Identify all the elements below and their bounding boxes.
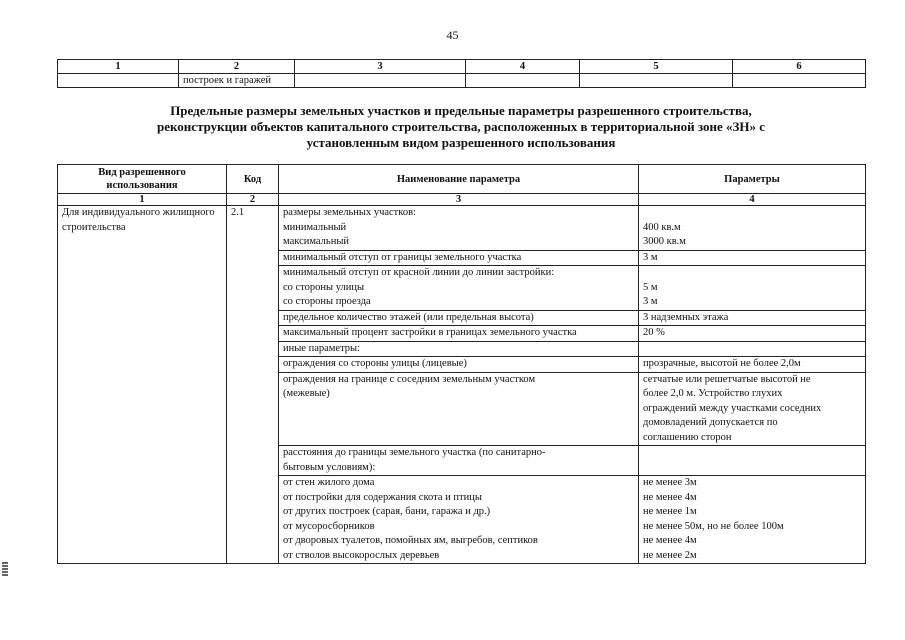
value-line: 3 м bbox=[643, 296, 658, 307]
page-number: 45 bbox=[446, 28, 459, 42]
value-line: не менее 1м bbox=[643, 506, 697, 517]
parameter-line: от мусоросборников bbox=[283, 520, 375, 532]
value-line bbox=[643, 206, 861, 221]
parameter-line: от стволов высокорослых деревьев bbox=[283, 549, 440, 561]
header-code: Код bbox=[227, 165, 279, 194]
parameter-line: ограждения на границе с соседним земельным участком bbox=[283, 373, 536, 385]
parameter-line: со стороны улицы bbox=[283, 281, 365, 293]
value-line: не менее 4м bbox=[643, 535, 697, 546]
parameter-line: иные параметры: bbox=[283, 342, 361, 354]
section-title bbox=[57, 103, 865, 151]
value-line: 3 м bbox=[643, 251, 658, 263]
parameter-value-cell bbox=[639, 206, 866, 251]
column-number: 2 bbox=[227, 194, 279, 206]
parameter-line: бытовым условиям): bbox=[283, 461, 376, 473]
column-number-row bbox=[58, 194, 866, 206]
code-cell: 2.1 bbox=[227, 206, 279, 564]
table-cell bbox=[580, 74, 733, 88]
parameter-value-cell bbox=[639, 372, 866, 446]
value-line: не менее 2м bbox=[643, 549, 697, 561]
parameter-name-cell bbox=[279, 250, 639, 266]
table-cell: построек и гаражей bbox=[179, 74, 295, 88]
table-row bbox=[58, 206, 866, 251]
parameters-table bbox=[57, 164, 866, 564]
parameter-line: минимальный отступ от красной линии до линии застройки: bbox=[283, 267, 555, 278]
title-line: Предельные размеры земельных участков и предельные параметры разрешенного строительства, bbox=[170, 103, 752, 118]
column-number: 4 bbox=[639, 194, 866, 206]
parameter-line: со стороны проезда bbox=[283, 296, 371, 307]
parameter-value-cell bbox=[639, 446, 866, 476]
parameter-line: минимальный отступ от границы земельного участка bbox=[283, 251, 522, 263]
parameter-name-cell bbox=[279, 266, 639, 311]
header-use-type: Вид разрешенного использования bbox=[58, 165, 227, 194]
column-number: 6 bbox=[733, 60, 866, 74]
value-line: 400 кв.м bbox=[643, 221, 681, 233]
value-line bbox=[643, 342, 861, 357]
value-line: прозрачные, высотой не более 2,0м bbox=[643, 358, 801, 369]
use-type-cell: Для индивидуального жилищного строительства bbox=[58, 206, 227, 564]
parameter-value-cell bbox=[639, 341, 866, 357]
parameter-name-cell bbox=[279, 206, 639, 251]
parameter-value-cell bbox=[639, 266, 866, 311]
parameter-line: размеры земельных участков: bbox=[283, 207, 416, 218]
title-line: установленным видом разрешенного использования bbox=[306, 135, 616, 150]
parameter-line: предельное количество этажей (или предельная высота) bbox=[283, 311, 534, 323]
value-line: более 2,0 м. Устройство глухих bbox=[643, 388, 783, 399]
continuation-table bbox=[57, 59, 866, 88]
value-line: соглашению сторон bbox=[643, 431, 732, 443]
scan-edge-mark bbox=[2, 562, 8, 577]
parameter-name-cell bbox=[279, 446, 639, 476]
parameter-value-cell bbox=[639, 476, 866, 564]
parameter-line: минимальный bbox=[283, 221, 347, 233]
table-cell bbox=[58, 74, 179, 88]
parameter-line: максимальный bbox=[283, 236, 349, 247]
column-number: 3 bbox=[295, 60, 466, 74]
parameter-name-cell: максимальный процент застройки в границах земельного участка bbox=[279, 326, 639, 342]
value-line: не менее 4м bbox=[643, 491, 697, 503]
parameter-value-cell: 20 % bbox=[639, 326, 866, 342]
table-cell bbox=[466, 74, 580, 88]
column-number: 2 bbox=[179, 60, 295, 74]
parameter-line: от постройки для содержания скота и птицы bbox=[283, 491, 482, 503]
parameter-name-cell bbox=[279, 372, 639, 446]
value-line bbox=[643, 446, 861, 461]
value-line: сетчатые или решетчатые высотой не bbox=[643, 373, 811, 385]
table-header-row bbox=[58, 165, 866, 194]
table-cell bbox=[295, 74, 466, 88]
value-line: не менее 50м, но не более 100м bbox=[643, 520, 784, 532]
parameter-line: от других построек (сарая, бани, гаража и др.) bbox=[283, 506, 491, 517]
column-number: 1 bbox=[58, 194, 227, 206]
value-line: домовладений допускается по bbox=[643, 417, 778, 428]
value-line: ограждений между участками соседних bbox=[643, 402, 822, 414]
parameter-line: от стен жилого дома bbox=[283, 477, 375, 488]
parameter-name-cell bbox=[279, 476, 639, 564]
column-number: 5 bbox=[580, 60, 733, 74]
title-line: реконструкции объектов капитального строительства, расположенных в территориальной зоне «ЗН» с bbox=[156, 119, 766, 134]
column-number: 1 bbox=[58, 60, 179, 74]
header-parameters: Параметры bbox=[639, 165, 866, 194]
table-cell bbox=[733, 74, 866, 88]
column-number: 4 bbox=[466, 60, 580, 74]
value-line: не менее 3м bbox=[643, 477, 697, 488]
header-parameter-name: Наименование параметра bbox=[279, 165, 639, 194]
value-line bbox=[643, 266, 861, 281]
parameter-name-cell bbox=[279, 357, 639, 373]
parameter-line: (межевые) bbox=[283, 388, 330, 399]
parameter-value-cell bbox=[639, 310, 866, 326]
continuation-header-row bbox=[58, 60, 866, 74]
parameter-value-cell bbox=[639, 357, 866, 373]
parameter-line: ограждения со стороны улицы (лицевые) bbox=[283, 358, 467, 369]
continuation-row bbox=[58, 74, 866, 88]
value-line: 3000 кв.м bbox=[643, 236, 686, 247]
parameter-value-cell bbox=[639, 250, 866, 266]
parameter-line: расстояния до границы земельного участка (по санитарно- bbox=[283, 447, 546, 458]
column-number: 3 bbox=[279, 194, 639, 206]
value-line: 5 м bbox=[643, 281, 658, 293]
parameter-name-cell bbox=[279, 310, 639, 326]
value-line: 3 надземных этажа bbox=[643, 311, 729, 323]
parameter-line: от дворовых туалетов, помойных ям, выгребов, септиков bbox=[283, 535, 538, 546]
parameter-name-cell bbox=[279, 341, 639, 357]
